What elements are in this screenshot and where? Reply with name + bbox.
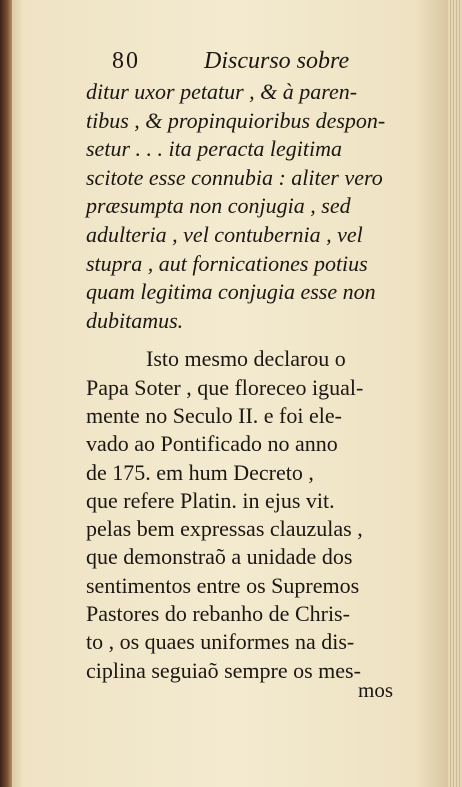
- text-line: sentimentos entre os Supremos: [86, 572, 360, 598]
- text-line: que refere Platin. in ejus vit.: [86, 487, 335, 513]
- catchword: mos: [358, 678, 394, 702]
- text-line: Isto mesmo declarou o: [146, 346, 346, 372]
- text-line: dubitamus.: [86, 307, 184, 333]
- text-line: adulteria , vel contubernia , vel: [86, 221, 363, 247]
- latin-quotation: [86, 78, 426, 335]
- text-line: Pastores do rebanho de Chris-: [86, 601, 350, 627]
- text-line: ditur uxor petatur , & à paren-: [86, 79, 358, 104]
- text-line: quam legitima conjugia esse non: [86, 279, 376, 305]
- text-line: mente no Seculo II. e foi ele-: [86, 402, 342, 428]
- text-line: stupra , aut fornicationes potius: [86, 250, 368, 276]
- text-line: setur . . . ita peracta legitima: [86, 136, 343, 162]
- text-line: ciplina seguiaõ sempre os mes-: [86, 657, 361, 683]
- text-line: tibus , & propinquioribus despon-: [86, 107, 386, 133]
- text-line: de 175. em hum Decreto ,: [86, 459, 314, 485]
- running-head: [86, 42, 426, 78]
- text-line: scitote esse connubia : aliter vero: [86, 164, 383, 190]
- text-line: præsumpta non conjugia , sed: [86, 193, 351, 219]
- text-line: pelas bem expressas clauzulas ,: [86, 516, 363, 542]
- running-title: Discurso sobre: [204, 48, 350, 74]
- portuguese-paragraph: [86, 345, 426, 685]
- text-line: to , os quaes uniformes na dis-: [86, 629, 355, 655]
- book-gutter: [0, 0, 12, 787]
- text-line: Papa Soter , que floreceo igual-: [86, 374, 364, 400]
- text-line: vado ao Pontificado no anno: [86, 431, 338, 457]
- text-block: [86, 42, 426, 685]
- page-number: 80: [112, 48, 140, 74]
- text-line: que demonstraõ a unidade dos: [86, 544, 353, 570]
- page-edge: [448, 0, 462, 787]
